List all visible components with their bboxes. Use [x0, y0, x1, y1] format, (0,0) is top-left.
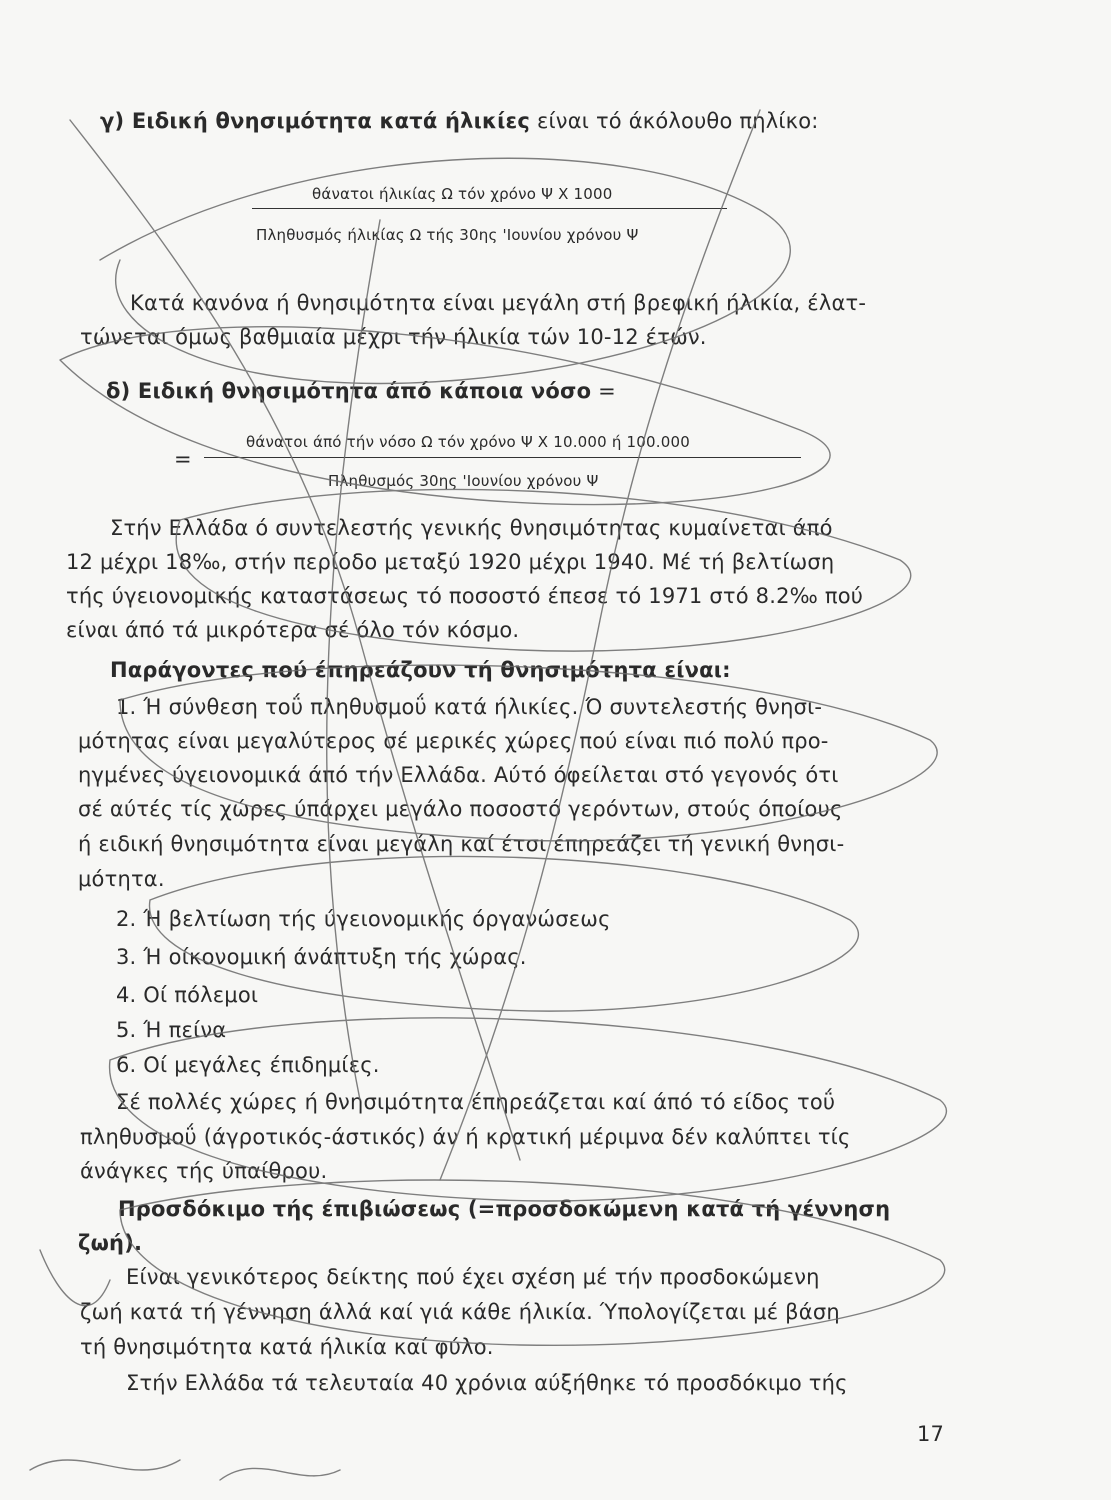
factors-item1-line4: σέ αύτές τίς χώρες ύπάρχει μεγάλο ποσοστό γερόντων, στούς όποίους	[78, 797, 843, 821]
life-expectancy-line2: ζωή κατά τή γέννηση άλλά καί γιά κάθε ήλικία. Ύπολογίζεται μέ βάση	[80, 1300, 840, 1324]
factors-item1-line6: μότητα.	[78, 867, 165, 891]
section-g-text-line1: Κατά κανόνα ή θνησιμότητα είναι μεγάλη στή βρεφική ήλικία, έλατ-	[130, 291, 867, 315]
section-d-numerator: θάνατοι άπό τήν νόσο Ω τόν χρόνο Ψ Χ 10.000 ή 100.000	[246, 433, 690, 451]
life-expectancy-line1: Είναι γενικότερος δείκτης πού έχει σχέση μέ τήν προσδοκώμενη	[126, 1265, 820, 1289]
factors-item4: 4. Οί πόλεμοι	[116, 983, 259, 1007]
greece-paragraph-line3: τής ύγειονομικής καταστάσεως τό ποσοστό έπεσε τό 1971 στό 8.2‰ πού	[66, 584, 864, 608]
factors-item3: 3. Ή οίκονομική άνάπτυξη τής χώρας.	[116, 945, 527, 969]
factors-item1-line5: ή ειδική θνησιμότητα είναι μεγάλη καί έτσι έπηρεάζει τή γενική θνησι-	[78, 832, 845, 856]
section-g-heading: γ) Ειδική θνησιμότητα κατά ήλικίες	[100, 109, 531, 133]
factors-item1-line1: 1. Ή σύνθεση τοΰ πληθυσμοΰ κατά ήλικίες. Ό συντελεστής θνησι-	[116, 695, 823, 719]
urban-paragraph-line2: πληθυσμοΰ (άγροτικός-άστικός) άν ή κρατική μέριμνα δέν καλύπτει τίς	[80, 1125, 851, 1149]
section-g-heading-line	[100, 108, 819, 134]
factors-heading: Παράγοντες πού έπηρεάζουν τή θνησιμότητα είναι:	[110, 658, 731, 682]
section-g-fraction-bar	[252, 208, 727, 209]
life-expectancy-heading-line1: Προσδόκιμο τής έπιβιώσεως (=προσδοκώμενη κατά τή γέννηση	[118, 1197, 891, 1221]
factors-item5: 5. Ή πείνα	[116, 1018, 227, 1042]
section-d-eq-left: =	[174, 447, 192, 471]
section-d-denominator: Πληθυσμός 30ης 'Ιουνίου χρόνου Ψ	[328, 472, 599, 490]
life-expectancy-line4: Στήν Ελλάδα τά τελευταία 40 χρόνια αύξήθηκε τό προσδόκιμο τής	[126, 1371, 848, 1395]
page-number: 17	[917, 1422, 945, 1446]
factors-item1-line3: ηγμένες ύγειονομικά άπό τήν Ελλάδα. Αύτό όφείλεται στό γεγονός ότι	[78, 763, 839, 787]
section-g-denominator: Πληθυσμός ήλικίας Ω τής 30ης 'Ιουνίου χρόνου Ψ	[256, 226, 639, 244]
urban-paragraph-line1: Σέ πολλές χώρες ή θνησιμότητα έπηρεάζεται καί άπό τό είδος τοΰ	[116, 1090, 836, 1114]
life-expectancy-line3: τή θνησιμότητα κατά ήλικία καί φύλο.	[80, 1335, 494, 1359]
greece-paragraph-line4: είναι άπό τά μικρότερα σέ όλο τόν κόσμο.	[66, 618, 520, 642]
section-d-heading: δ) Ειδική θνησιμότητα άπό κάποια νόσο	[106, 379, 592, 403]
section-g-heading-rest: είναι τό άκόλουθο πηλίκο:	[530, 109, 819, 133]
section-g-numerator: θάνατοι ήλικίας Ω τόν χρόνο Ψ Χ 1000	[312, 185, 613, 203]
section-d-heading-line	[106, 378, 616, 404]
factors-item2: 2. Ή βελτίωση τής ύγειονομικής όργανώσεως	[116, 907, 611, 931]
factors-item6: 6. Οί μεγάλες έπιδημίες.	[116, 1053, 380, 1077]
life-expectancy-heading-line2: ζωή).	[78, 1231, 143, 1255]
section-d-fraction-bar	[204, 457, 801, 458]
section-d-eq: =	[598, 379, 616, 403]
section-g-text-line2: τώνεται όμως βαθμιαία μέχρι τήν ήλικία τών 10-12 έτών.	[80, 325, 707, 349]
scribble-bottom	[30, 1460, 340, 1480]
scribble-hook	[40, 1250, 110, 1306]
urban-paragraph-line3: άνάγκες τής ύπαίθρου.	[80, 1159, 328, 1183]
greece-paragraph-line1: Στήν Ελλάδα ό συντελεστής γενικής θνησιμότητας κυμαίνεται άπό	[110, 516, 833, 540]
factors-item1-line2: μότητας είναι μεγαλύτερος σέ μερικές χώρες πού είναι πιό πολύ προ-	[78, 729, 829, 753]
greece-paragraph-line2: 12 μέχρι 18‰, στήν περίοδο μεταξύ 1920 μέχρι 1940. Μέ τή βελτίωση	[66, 550, 835, 574]
scribble-diagonal-2	[440, 110, 760, 1180]
